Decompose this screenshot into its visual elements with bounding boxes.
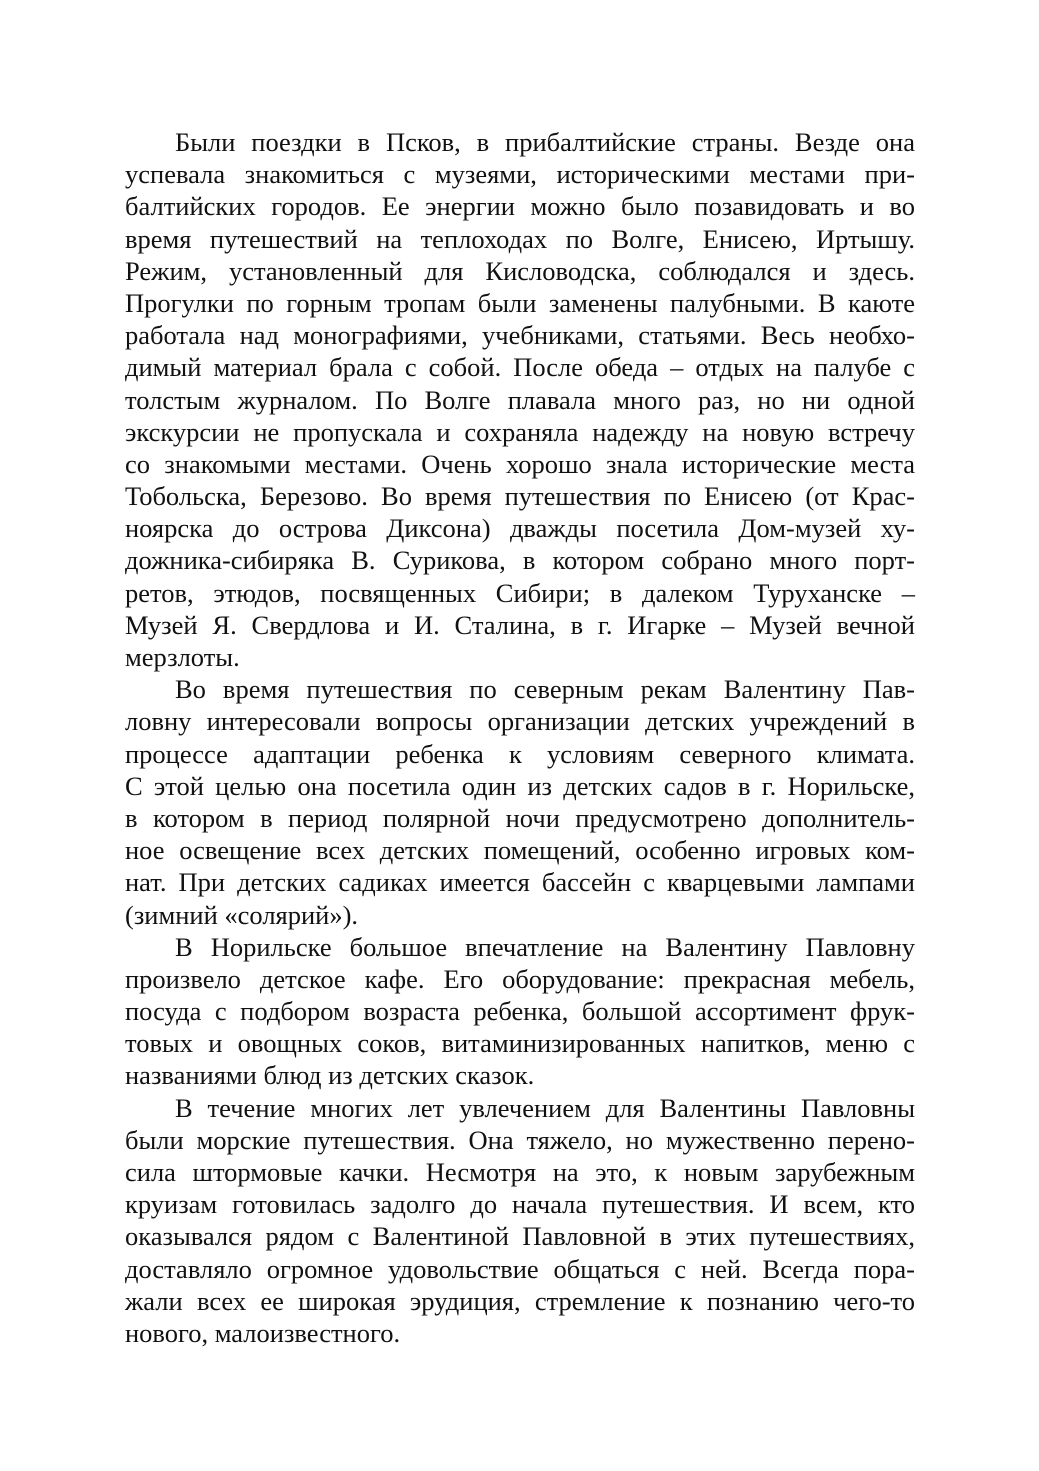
paragraph bbox=[125, 931, 915, 1092]
text-line: Во время путешествия по северным рекам Валентину Пав- bbox=[175, 674, 915, 705]
text-line: работала над монографиями, учебниками, статьями. Весь необхо- bbox=[125, 320, 915, 351]
text-line: В течение многих лет увлечением для Валентины Павловны bbox=[175, 1092, 915, 1123]
text-line: Музей Я. Свердлова и И. Сталина, в г. Игарке – Музей вечной bbox=[125, 609, 915, 640]
text-line: димый материал брала с собой. После обеда – отдых на палубе с bbox=[125, 352, 915, 383]
text-line: успевала знакомиться с музеями, историческими местами при- bbox=[125, 159, 915, 190]
text-line: были морские путешествия. Она тяжело, но мужественно перено- bbox=[125, 1124, 915, 1155]
text-line: жали всех ее широкая эрудиция, стремление к познанию чего-то bbox=[125, 1285, 915, 1316]
text-line: сила штормовые качки. Несмотря на это, к новым зарубежным bbox=[125, 1157, 915, 1187]
text-line: ловну интересовали вопросы организации детских учреждений в bbox=[125, 706, 915, 737]
text-line: круизам готовилась задолго до начала путешествия. И всем, кто bbox=[125, 1189, 915, 1220]
text-line: посуда с подбором возраста ребенка, большой ассортимент фрук- bbox=[125, 996, 915, 1027]
text-line: Были поездки в Псков, в прибалтийские страны. Везде она bbox=[175, 127, 915, 157]
text-line: время путешествий на теплоходах по Волге, Енисею, Иртышу. bbox=[125, 223, 915, 254]
text-line: Прогулки по горным тропам были заменены палубными. В каюте bbox=[125, 287, 915, 318]
text-line: мерзлоты. bbox=[125, 642, 240, 672]
text-line: В Норильске большое впечатление на Валентину Павловну bbox=[175, 931, 915, 962]
text-line: Тобольска, Березово. Во время путешествия по Енисею (от Крас- bbox=[125, 481, 915, 512]
text-line: названиями блюд из детских сказок. bbox=[125, 1060, 535, 1091]
text-line: Режим, установленный для Кисловодска, соблюдался и здесь. bbox=[125, 255, 915, 286]
text-line: ретов, этюдов, посвященных Сибири; в далеком Туруханске – bbox=[125, 577, 915, 608]
paragraph bbox=[125, 673, 915, 931]
text-line: нового, малоизвестного. bbox=[125, 1317, 401, 1348]
text-line: С этой целью она посетила один из детских садов в г. Норильске, bbox=[125, 770, 915, 801]
paragraph bbox=[125, 1092, 915, 1350]
text-line: произвело детское кафе. Его оборудование: прекрасная мебель, bbox=[125, 963, 915, 994]
paragraph bbox=[125, 126, 915, 673]
text-line: со знакомыми местами. Очень хорошо знала исторические места bbox=[125, 448, 915, 479]
text-line: дожника-сибиряка В. Сурикова, в котором собрано много порт- bbox=[125, 545, 915, 576]
text-line: (зимний «солярий»). bbox=[125, 899, 359, 930]
text-line: балтийских городов. Ее энергии можно было позавидовать и во bbox=[125, 191, 915, 222]
text-line: ноярска до острова Диксона) дважды посетила Дом-музей ху- bbox=[125, 513, 915, 544]
text-line: товых и овощных соков, витаминизированных напитков, меню с bbox=[125, 1028, 915, 1059]
text-line: доставляло огромное удовольствие общаться с ней. Всегда пора- bbox=[125, 1253, 915, 1284]
document-page bbox=[125, 126, 915, 1349]
text-line: оказывался рядом с Валентиной Павловной в этих путешествиях, bbox=[125, 1221, 915, 1252]
text-line: толстым журналом. По Волге плавала много раз, но ни одной bbox=[125, 384, 915, 415]
text-line: процессе адаптации ребенка к условиям северного климата. bbox=[125, 738, 915, 769]
text-line: нат. При детских садиках имеется бассейн с кварцевыми лампами bbox=[125, 867, 915, 898]
text-line: в котором в период полярной ночи предусмотрено дополнитель- bbox=[125, 802, 915, 833]
text-line: ное освещение всех детских помещений, особенно игровых ком- bbox=[125, 835, 915, 866]
text-line: экскурсии не пропускала и сохраняла надежду на новую встречу bbox=[125, 416, 915, 447]
